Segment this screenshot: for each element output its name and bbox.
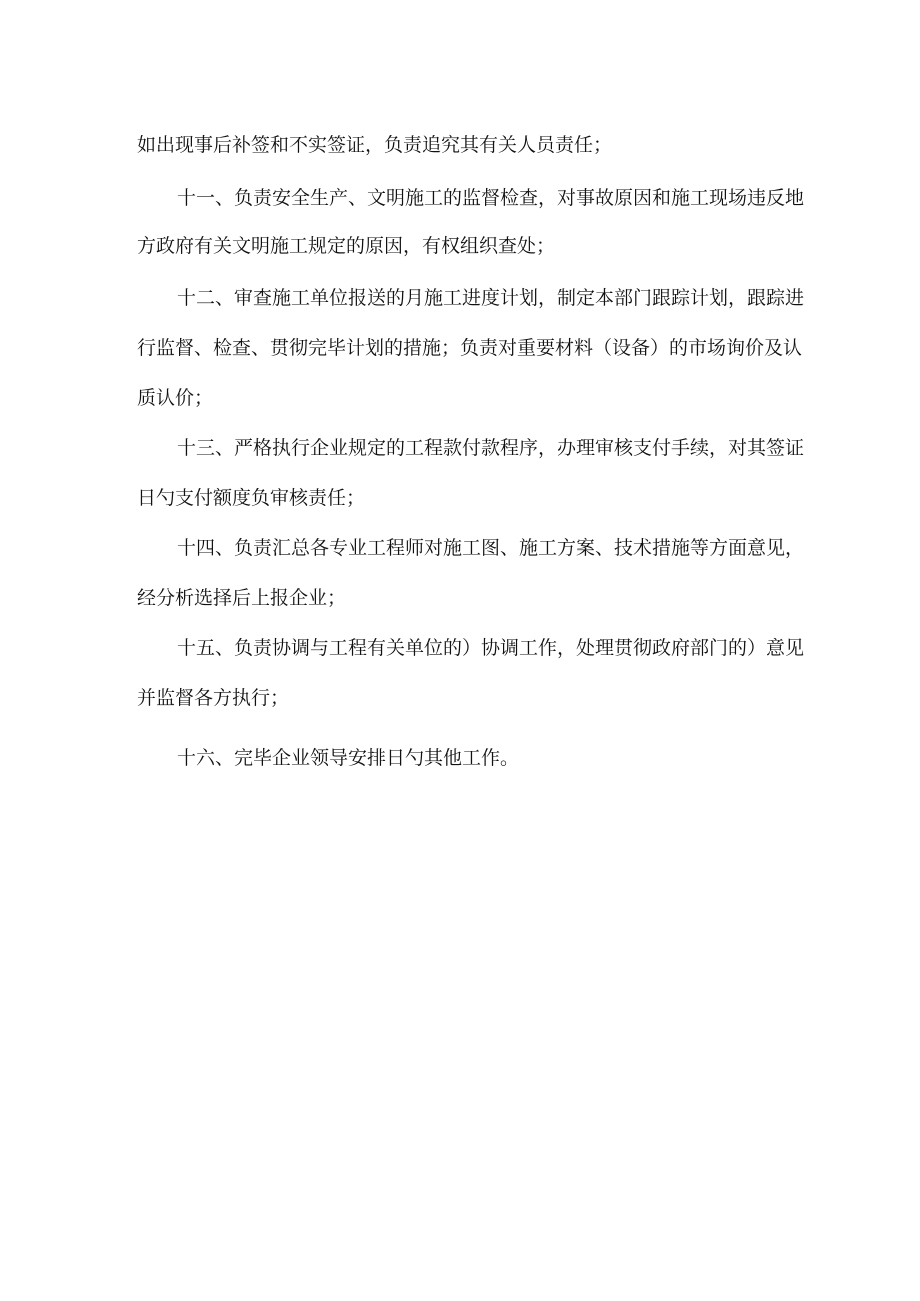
item-eleven-line-2: 方政府有关文明施工规定的原因，有权组织查处；: [137, 235, 556, 257]
item-fourteen-line-1: 十四、负责汇总各专业工程师对施工图、施工方案、技术措施等方面意见，: [177, 537, 805, 559]
item-fifteen-line-2: 并监督各方执行；: [137, 687, 290, 709]
item-fifteen-line-1: 十五、负责协调与工程有关单位的）协调工作，处理贯彻政府部门的）意见: [177, 637, 805, 659]
text-line: 如出现事后补签和不实签证，负责追究其有关人员责任；: [137, 134, 613, 156]
item-sixteen-line-1: 十六、完毕企业领导安排日勺其他工作。: [177, 747, 520, 769]
item-eleven-line-1: 十一、负责安全生产、文明施工的监督检查，对事故原因和施工现场违反地: [177, 187, 805, 209]
item-fourteen-line-2: 经分析选择后上报企业；: [137, 587, 347, 609]
item-twelve-line-1: 十二、审查施工单位报送的月施工进度计划，制定本部门跟踪计划，跟踪进: [177, 287, 805, 309]
item-twelve-line-2: 行监督、检查、贯彻完毕计划的措施；负责对重要材料（设备）的市场询价及认: [137, 337, 803, 359]
item-thirteen-line-1: 十三、严格执行企业规定的工程款付款程序，办理审核支付手续，对其签证: [177, 437, 805, 459]
item-twelve-line-3: 质认价；: [137, 387, 214, 409]
item-thirteen-line-2: 日勺支付额度负审核责任；: [137, 487, 366, 509]
